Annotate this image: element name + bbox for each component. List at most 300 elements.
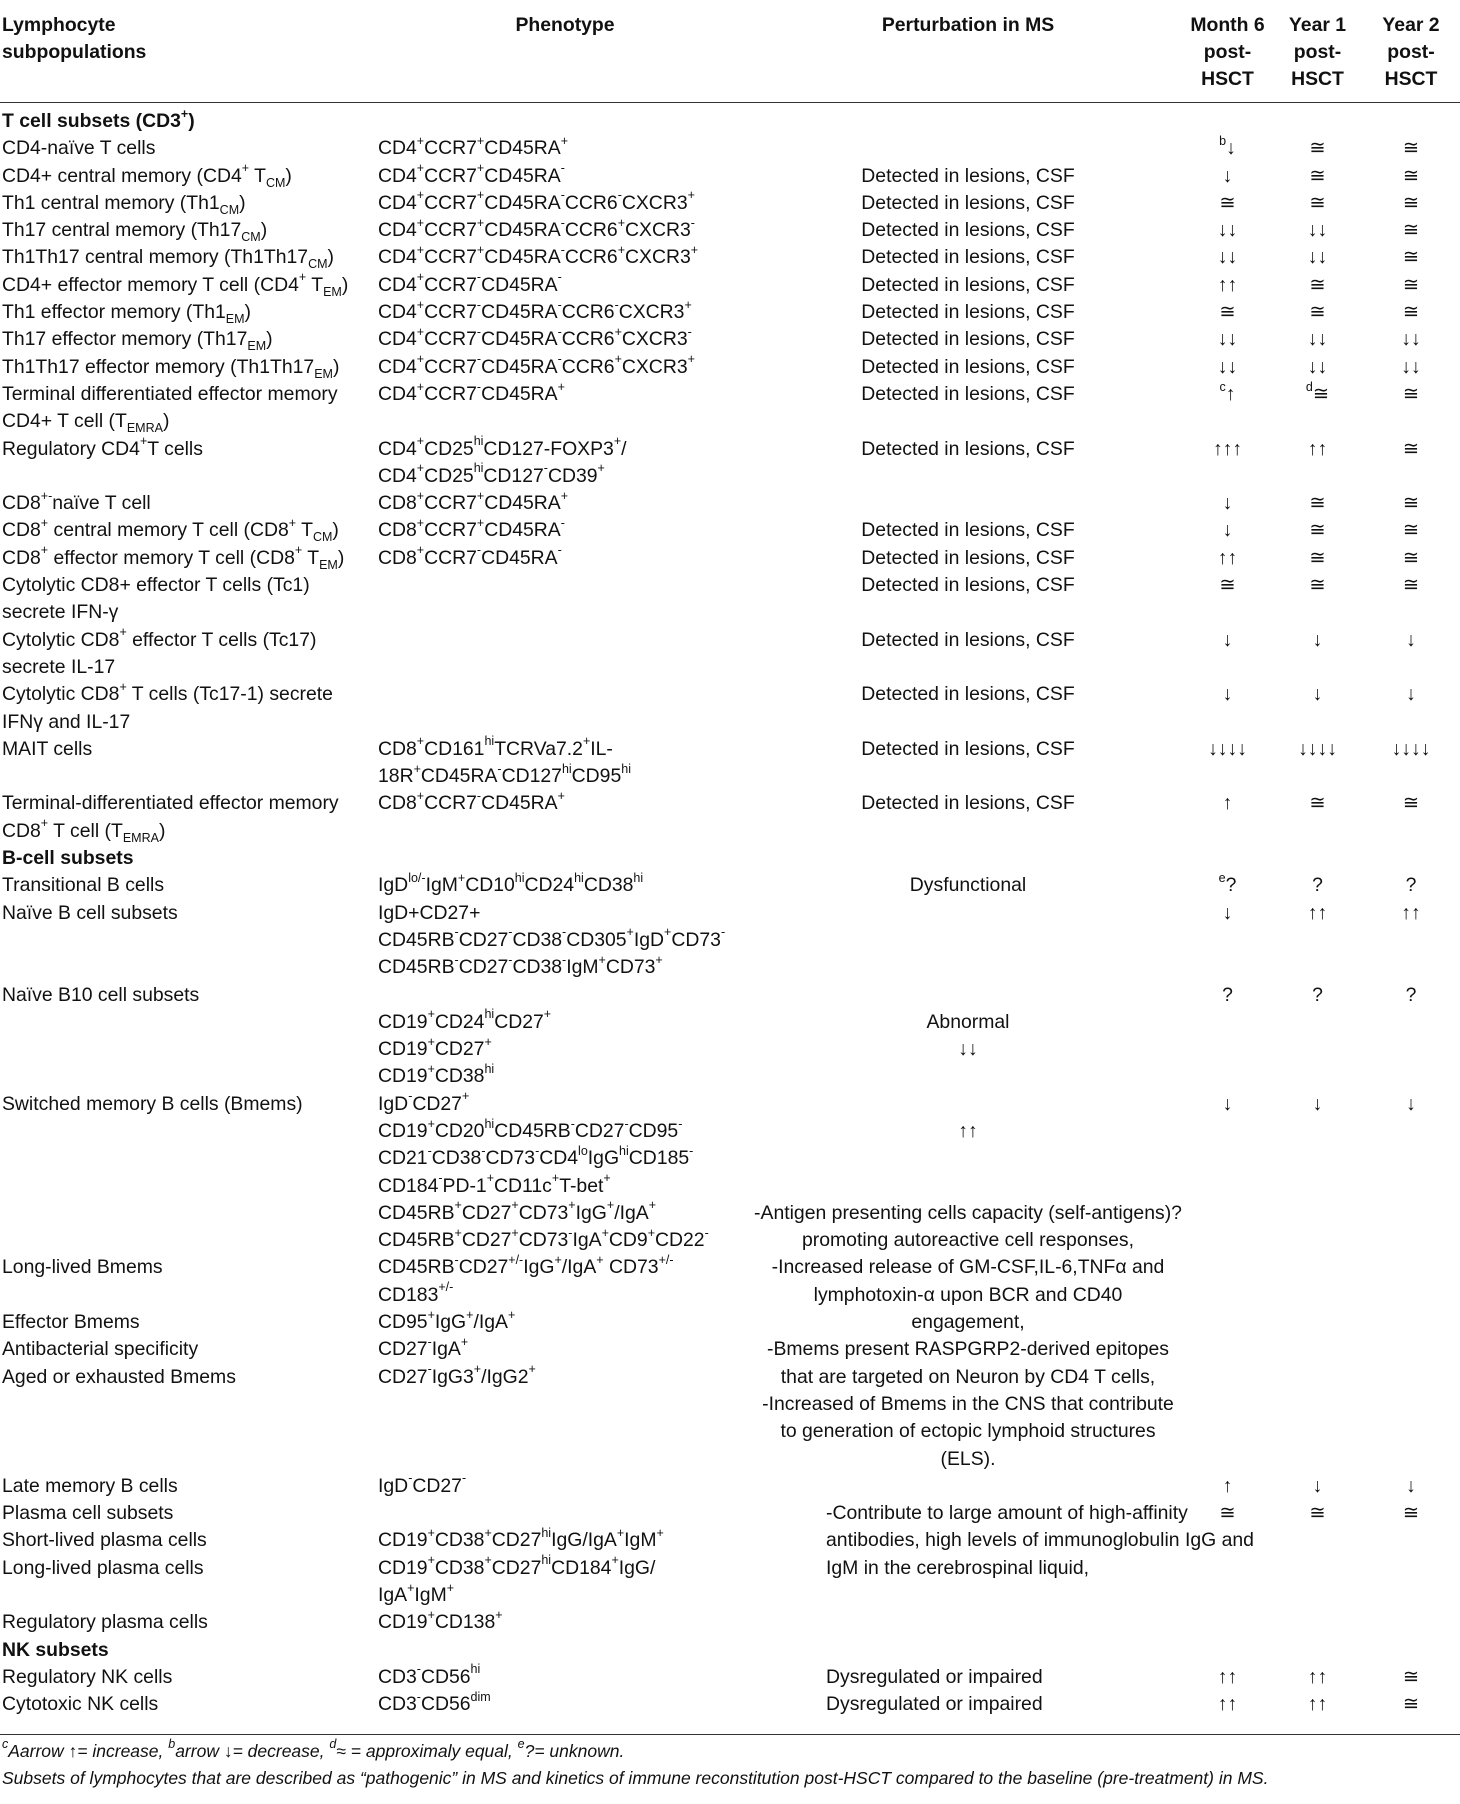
phenotype-cell [376, 436, 754, 491]
cell-line: HSCT [1201, 68, 1254, 90]
cell-line: Detected in lesions, CSF [861, 273, 1075, 296]
table-body [0, 103, 1460, 1719]
table-row [0, 1336, 1460, 1363]
cell-line: ↓↓ [1217, 219, 1238, 242]
year1-cell [1273, 326, 1362, 353]
subpopulation-cell [0, 872, 376, 899]
month6-cell [1182, 900, 1273, 982]
month6-cell [1182, 1309, 1273, 1336]
perturbation-cell [754, 790, 1182, 845]
cell-line: Detected in lesions, CSF [861, 519, 1075, 542]
cell-line: Dysregulated or impaired [826, 1665, 1043, 1688]
table-row [0, 244, 1460, 271]
cell-line: to generation of ectopic lymphoid structures [780, 1420, 1156, 1443]
cell-line: ↑↑ [1307, 1693, 1328, 1716]
year2-cell [1362, 272, 1460, 299]
year2-cell [1362, 354, 1460, 381]
cell-line: Detected in lesions, CSF [861, 191, 1075, 214]
cell-line: ↓ [1406, 683, 1416, 706]
cell-line: Terminal-differentiated effector memory [2, 792, 339, 815]
month6-cell [1182, 163, 1273, 190]
cell-line: ≅ [1309, 191, 1326, 214]
cell-line: ↓↓ [1401, 355, 1421, 378]
cell-line: ↑ [1222, 792, 1233, 815]
phenotype-cell [376, 1527, 754, 1554]
table-row [0, 436, 1460, 491]
cell-line: ≅ [1402, 437, 1420, 460]
perturbation-cell [754, 272, 1182, 299]
cell-line: ≅ [1309, 1502, 1326, 1525]
cell-line: ↑ [1222, 1474, 1233, 1497]
cell-line: ↑↑↑ [1212, 437, 1243, 460]
perturbation-cell [754, 872, 1182, 899]
cell-line: $CD4^+CD25^{hi}CD127-FOXP3^+/$ [378, 434, 627, 460]
cell-line: ↓ [1222, 164, 1233, 187]
month6-cell [1182, 135, 1273, 162]
month6-cell [1182, 490, 1273, 517]
cell-line: Plasma cell subsets [2, 1502, 174, 1525]
cell-line: promoting autoreactive cell responses, [802, 1229, 1134, 1252]
cell-line: Year 1 [1288, 14, 1347, 36]
phenotype-cell [376, 1500, 754, 1527]
month6-cell [1182, 790, 1273, 845]
phenotype-cell [376, 299, 754, 326]
perturbation-cell [754, 1091, 1182, 1255]
cell-line: CD4+CCR7+CD45RA-CCR6+CXCR3+ [378, 243, 699, 269]
section-row [0, 845, 1460, 872]
year1-cell [1273, 982, 1362, 1091]
subpopulation-cell [0, 736, 376, 791]
year2-cell [1362, 1664, 1460, 1691]
cell-line: T cell subsets (CD3+) [2, 106, 195, 132]
header-lymphocyte-subpopulations [0, 0, 376, 103]
phenotype-cell [376, 381, 754, 436]
cell-line: ≅ [1219, 574, 1236, 597]
month6-cell [1182, 299, 1273, 326]
cell-line: CD45RB-CD27-CD38-IgM+CD73+ [378, 952, 663, 979]
year2-cell [1362, 299, 1460, 326]
phenotype-cell [376, 1691, 754, 1718]
table-row [0, 1473, 1460, 1500]
cell-line: ≅ [1309, 273, 1326, 296]
year1-cell [1273, 517, 1362, 544]
year1-cell [1273, 1336, 1362, 1363]
table-row [0, 790, 1460, 845]
cell-line: that are targeted on Neuron by CD4 T cells, [780, 1365, 1156, 1388]
cell-line: ≅ [1309, 492, 1326, 515]
subpopulation-cell [0, 1473, 376, 1500]
perturbation-cell [754, 217, 1182, 244]
cell-line: -Antigen presenting cells capacity (self-antigens)? [754, 1201, 1182, 1224]
cell-line: Detected in lesions, CSF [861, 164, 1075, 187]
cell-line: CD8+CCR7-CD45RA- [378, 543, 562, 569]
cell-line: post- [1387, 41, 1435, 63]
year2-cell [1362, 681, 1460, 736]
cell-line: $CD3^-CD56^{dim}$ [378, 1689, 491, 1716]
perturbation-cell [754, 1609, 1182, 1636]
year1-cell [1273, 545, 1362, 572]
cell-line: $CD19^+CD20^{hi}CD45RB^-CD27^-CD95^-$ [378, 1116, 683, 1142]
year1-cell [1273, 627, 1362, 682]
year2-cell [1362, 1609, 1460, 1636]
year2-cell [1362, 163, 1460, 190]
year1-cell [1273, 845, 1362, 872]
month6-cell [1182, 545, 1273, 572]
cell-line: CD27-IgA+ [378, 1334, 469, 1361]
year2-cell [1362, 436, 1460, 491]
footnote-line: $^c$Aarrow ↑= increase, $^b$arrow ↓= decrease, $^d$≈ = approximaly equal, $^e$?= unknown. [2, 1737, 625, 1761]
perturbation-cell [754, 135, 1182, 162]
cell-line: ≅ [1402, 492, 1420, 515]
cell-line: ≅ [1219, 1502, 1236, 1525]
year1-cell [1273, 572, 1362, 627]
cell-line: $CD8^+CD161^{hi}TCRVa7.2^+IL-$ [378, 734, 613, 760]
subpopulation-cell [0, 1664, 376, 1691]
cell-line: Late memory B cells [2, 1474, 178, 1497]
cell-line: ↓↓↓↓ [1391, 737, 1431, 760]
year1-cell [1273, 1309, 1362, 1336]
year1-cell [1273, 1254, 1362, 1309]
month6-cell [1182, 845, 1273, 872]
cell-line: ↓↓ [1307, 246, 1328, 269]
table-row [0, 217, 1460, 244]
table-row [0, 517, 1460, 544]
year1-cell [1273, 900, 1362, 982]
table-row [0, 681, 1460, 736]
year2-cell [1362, 1254, 1460, 1309]
phenotype-cell [376, 190, 754, 217]
cell-line: -Bmems present RASPGRP2-derived epitopes [767, 1338, 1169, 1361]
cell-line [378, 982, 754, 1009]
table-row [0, 1691, 1460, 1718]
cell-line: Th17 effector memory $(Th17_{EM})$ [2, 328, 273, 354]
cell-line: $^b$↓ [1219, 133, 1236, 160]
perturbation-cell [754, 1664, 1182, 1691]
header-phenotype [376, 0, 754, 103]
month6-cell [1182, 1500, 1273, 1527]
cell-line: Lymphocyte [2, 14, 116, 36]
section-row [0, 1637, 1460, 1664]
cell-line: ↓↓ [1217, 328, 1238, 351]
cell-line [754, 982, 1182, 1009]
cell-line: $CD19^+CD38^{hi}$ [378, 1061, 495, 1088]
cell-line: ↑↑ [1217, 1665, 1238, 1688]
header-row [0, 0, 1460, 103]
table-row [0, 326, 1460, 353]
year2-cell [1362, 572, 1460, 627]
cell-line: CD27-IgG3+/IgG2+ [378, 1362, 536, 1388]
cell-line: antibodies, high levels of immunoglobulin IgG and [826, 1529, 1254, 1552]
table-row [0, 1609, 1460, 1636]
year1-cell [1273, 1555, 1362, 1610]
cell-line: Transitional B cells [2, 874, 165, 897]
cell-line: ≅ [1309, 792, 1326, 815]
perturbation-cell [754, 190, 1182, 217]
cell-line: CD8+CCR7+CD45RA- [378, 515, 565, 542]
month6-cell [1182, 354, 1273, 381]
cell-line: CD4+ central memory (CD4+ $T_{CM}$) [2, 161, 292, 190]
cell-line: HSCT [1384, 68, 1438, 90]
cell-line: ≅ [1402, 164, 1420, 187]
year2-cell [1362, 1637, 1460, 1664]
cell-line: Month 6 [1190, 14, 1265, 36]
table-row [0, 1364, 1460, 1473]
subpopulation-cell [0, 381, 376, 436]
subpopulation-cell [0, 900, 376, 982]
cell-line: ≅ [1309, 137, 1326, 160]
cell-line: lymphotoxin-α upon BCR and CD40 [813, 1283, 1123, 1306]
month6-cell [1182, 1254, 1273, 1309]
cell-line: ↓↓ [1307, 328, 1328, 351]
year2-cell [1362, 736, 1460, 791]
cell-line: CD45RB+CD27+CD73+IgG+/IgA+ [378, 1198, 656, 1224]
subpopulation-cell [0, 1364, 376, 1473]
cell-line: Detected in lesions, CSF [861, 737, 1075, 760]
table-row [0, 1555, 1460, 1610]
cell-line: $^d$≅ [1305, 379, 1330, 405]
perturbation-cell [754, 1500, 1188, 1527]
cell-line: engagement, [911, 1311, 1025, 1334]
year2-cell [1362, 1364, 1460, 1473]
perturbation-cell [754, 163, 1182, 190]
subpopulation-cell [0, 1500, 376, 1527]
phenotype-cell [376, 872, 754, 899]
cell-line: secrete IL-17 [2, 655, 116, 678]
year1-cell [1273, 299, 1362, 326]
cell-line: ↓ [1312, 683, 1323, 706]
perturbation-cell [754, 1555, 1182, 1610]
phenotype-cell [376, 1555, 754, 1610]
cell-line: ≅ [1402, 382, 1420, 405]
header-perturbation [754, 0, 1182, 103]
perturbation-cell [754, 354, 1182, 381]
cell-line: Perturbation in MS [881, 14, 1055, 36]
subpopulation-cell [0, 681, 376, 736]
year2-cell [1362, 1691, 1460, 1718]
cell-line: $CD21^-CD38^-CD73^-CD4^{lo}IgG^{hi}CD185^-$ [378, 1143, 694, 1170]
perturbation-cell [754, 299, 1182, 326]
table-row [0, 627, 1460, 682]
phenotype-cell [376, 1254, 754, 1309]
cell-line: ↓ [1406, 1474, 1416, 1497]
year2-cell [1362, 244, 1460, 271]
perturbation-cell [754, 982, 1182, 1091]
table-row [0, 490, 1460, 517]
year1-cell [1273, 1637, 1362, 1664]
cell-line: $CD19^+CD38^+CD27^{hi}IgG/IgA^+IgM^+$ [378, 1525, 664, 1552]
cell-line: Detected in lesions, CSF [861, 355, 1075, 378]
cell-line: ↓ [1222, 1092, 1233, 1115]
cell-line: CD4+ effector memory T cell (CD4+ $T_{EM}$) [2, 270, 349, 299]
cell-line: Dysfunctional [909, 874, 1027, 897]
cell-line: ≅ [1402, 273, 1420, 296]
table-row [0, 1309, 1460, 1336]
month6-cell [1182, 1691, 1273, 1718]
table-row [0, 299, 1460, 326]
cell-line: Detected in lesions, CSF [861, 246, 1075, 269]
cell-line: IgA+IgM+ [378, 1580, 455, 1607]
cell-line: ≅ [1402, 191, 1420, 214]
year1-cell [1273, 681, 1362, 736]
subpopulation-cell [0, 1091, 376, 1255]
subpopulation-cell [0, 545, 376, 572]
year1-cell [1273, 490, 1362, 517]
cell-line: ≅ [1219, 301, 1236, 324]
phenotype-cell [376, 627, 754, 682]
cell-line: IgM in the cerebrospinal liquid, [826, 1556, 1089, 1579]
month6-cell [1182, 103, 1273, 136]
section-title [0, 103, 376, 136]
month6-cell [1182, 190, 1273, 217]
subpopulation-cell [0, 436, 376, 491]
cell-line: Aged or exhausted Bmems [2, 1365, 236, 1388]
cell-line: ↓↓ [1401, 328, 1421, 351]
table-row [0, 900, 1460, 982]
cell-line: CD4+CCR7+CD45RA-CCR6+CXCR3- [378, 215, 695, 242]
subpopulation-cell [0, 163, 376, 190]
table-row [0, 572, 1460, 627]
section-row [0, 103, 1460, 136]
cell-line: post- [1203, 41, 1252, 63]
cell-line: CD4+CCR7+CD45RA+ [378, 133, 569, 160]
phenotype-cell [376, 900, 754, 982]
year2-cell [1362, 217, 1460, 244]
cell-line: ? [1405, 983, 1417, 1006]
cell-line: $18R^+CD45RA^-CD127^{hi}CD95^{hi}$ [378, 761, 631, 788]
perturbation-cell [754, 545, 1182, 572]
year2-cell [1362, 490, 1460, 517]
year2-cell [1362, 1473, 1460, 1500]
phenotype-cell [376, 1609, 754, 1636]
perturbation-cell [754, 517, 1182, 544]
section-title [0, 1637, 376, 1664]
cell-line: $^c$↑ [1219, 379, 1236, 405]
perturbation-cell [754, 103, 1182, 136]
cell-line: Detected in lesions, CSF [861, 792, 1075, 815]
section-title [0, 845, 376, 872]
phenotype-cell [376, 1473, 754, 1500]
month6-cell [1182, 326, 1273, 353]
phenotype-cell [376, 1336, 754, 1363]
month6-cell [1182, 272, 1273, 299]
perturbation-cell [754, 436, 1182, 491]
cell-line: Naïve B10 cell subsets [2, 983, 200, 1006]
subpopulation-cell [0, 1555, 376, 1610]
subpopulation-cell [0, 1527, 376, 1554]
year1-cell [1273, 217, 1362, 244]
phenotype-cell [376, 736, 754, 791]
cell-line: Detected in lesions, CSF [861, 437, 1075, 460]
cell-line: MAIT cells [2, 737, 93, 760]
year1-cell [1273, 1091, 1362, 1255]
table-row [0, 135, 1460, 162]
cell-line: ↓↓ [1217, 355, 1238, 378]
cell-line: B-cell subsets [2, 847, 134, 870]
cell-line: CD8+ central memory T cell (CD8+ $T_{CM}$) [2, 515, 339, 545]
cell-line: CD4+CCR7-CD45RA-CCR6-CXCR3+ [378, 297, 692, 324]
month6-cell [1182, 1364, 1273, 1473]
table-row [0, 1500, 1460, 1527]
year2-cell [1362, 790, 1460, 845]
header-year1 [1273, 0, 1362, 103]
phenotype-cell [376, 845, 754, 872]
cell-line: ↓ [1406, 1092, 1416, 1115]
cell-line: CD8+ T cell $(T_{EMRA})$ [2, 816, 166, 845]
cell-line: Detected in lesions, CSF [861, 382, 1075, 405]
cell-line: Cytotoxic NK cells [2, 1693, 159, 1716]
cell-line: ↑↑ [1217, 1693, 1238, 1716]
cell-line: Year 2 [1382, 14, 1440, 36]
cell-line: -Increased of Bmems in the CNS that contribute [762, 1392, 1174, 1415]
phenotype-cell [376, 1091, 754, 1255]
cell-line: ↓↓ [1307, 355, 1328, 378]
phenotype-cell [376, 326, 754, 353]
year1-cell [1273, 790, 1362, 845]
phenotype-cell [376, 545, 754, 572]
year1-cell [1273, 163, 1362, 190]
subpopulation-cell [0, 354, 376, 381]
year2-cell [1362, 1091, 1460, 1255]
cell-line: ↑↑ [1307, 437, 1328, 460]
year1-cell [1273, 1691, 1362, 1718]
cell-line: Detected in lesions, CSF [861, 683, 1075, 706]
cell-line: Th1Th17 central memory $(Th1Th17_{CM})$ [2, 246, 334, 272]
cell-line: ≅ [1402, 219, 1420, 242]
cell-line: Long-lived plasma cells [2, 1556, 204, 1579]
month6-cell [1182, 982, 1273, 1091]
cell-line: Regulatory CD4+T cells [2, 434, 203, 460]
perturbation-cell [754, 1637, 1182, 1664]
cell-line: ≅ [1402, 246, 1420, 269]
cell-line: ↓ [1312, 1092, 1323, 1115]
cell-line: CD45RB+CD27+CD73-IgA+CD9+CD22- [378, 1225, 709, 1252]
cell-line: Detected in lesions, CSF [861, 546, 1075, 569]
subpopulation-cell [0, 982, 376, 1091]
cell-line: ↓ [1222, 683, 1233, 706]
cell-line: CD8+CCR7+CD45RA+ [378, 488, 569, 515]
table-row [0, 163, 1460, 190]
subpopulation-cell [0, 627, 376, 682]
subpopulation-cell [0, 1691, 376, 1718]
month6-cell [1182, 517, 1273, 544]
subpopulation-cell [0, 1309, 376, 1336]
year1-cell [1273, 1473, 1362, 1500]
table-row [0, 190, 1460, 217]
phenotype-cell [376, 1664, 754, 1691]
cell-line: $CD19^+CD38^+CD27^{hi}CD184^+IgG/$ [378, 1553, 656, 1579]
cell-line: CD45RB-CD27-CD38-CD305+IgD+CD73- [378, 925, 726, 951]
cell-line: CD45RB-CD27+/-IgG+/IgA+ CD73+/- [378, 1253, 674, 1279]
cell-line: ≅ [1219, 191, 1236, 214]
cell-line: ↓↓ [1307, 219, 1328, 242]
subpopulation-cell [0, 217, 376, 244]
perturbation-cell [754, 1309, 1182, 1336]
cell-line: CD184-PD-1+CD11c+T-bet+ [378, 1171, 611, 1197]
phenotype-cell [376, 103, 754, 136]
table-row [0, 982, 1460, 1091]
cell-line: $CD4^+CD25^{hi}CD127^-CD39^+$ [378, 461, 605, 487]
cell-line: Detected in lesions, CSF [861, 301, 1075, 324]
cell-line [754, 1091, 1182, 1118]
cell-line: CD4+CCR7+CD45RA-CCR6-CXCR3+ [378, 188, 695, 214]
cell-line: Long-lived Bmems [2, 1256, 163, 1279]
year1-cell [1273, 244, 1362, 271]
month6-cell [1182, 1637, 1273, 1664]
phenotype-cell [376, 490, 754, 517]
cell-line: Regulatory NK cells [2, 1665, 173, 1688]
year2-cell [1362, 326, 1460, 353]
cell-line: CD8+CCR7-CD45RA+ [378, 788, 565, 815]
